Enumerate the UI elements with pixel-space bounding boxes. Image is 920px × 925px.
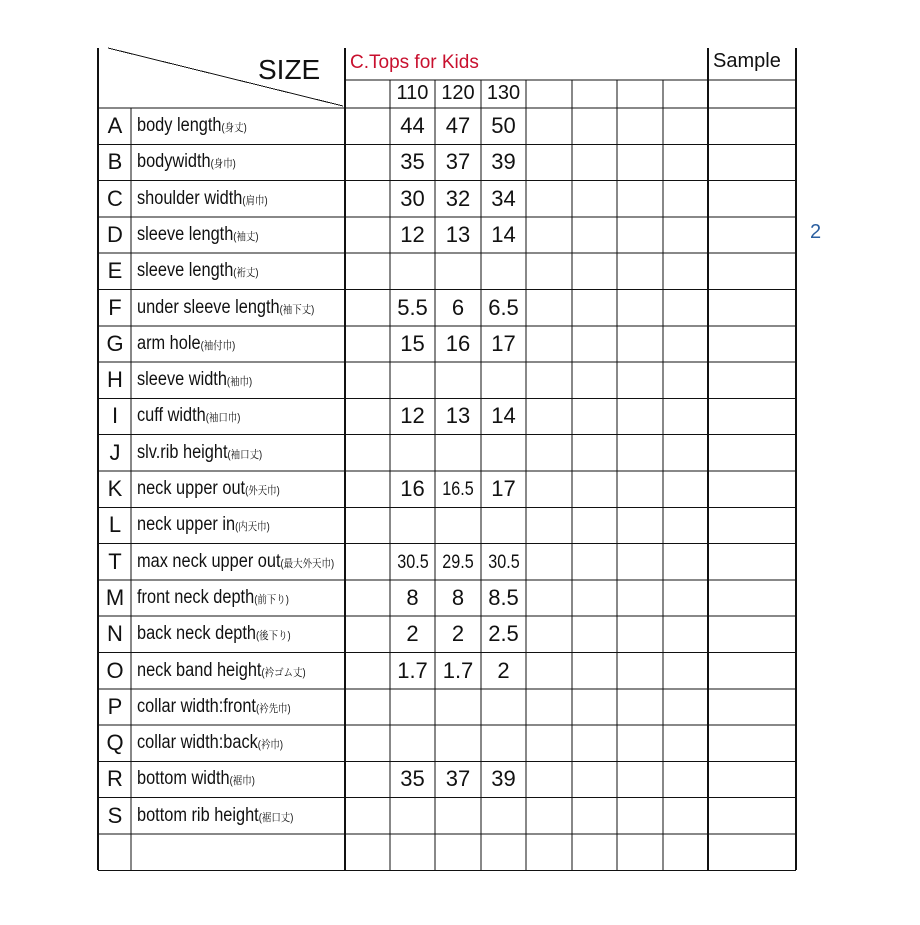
- measurement-name: back neck depth: [137, 623, 257, 645]
- measurement-name: arm hole: [137, 332, 201, 354]
- measurement-value: 8: [451, 584, 465, 610]
- measurement-jp-name: (裄丈): [233, 267, 259, 280]
- measurement-jp-name: (裾巾): [229, 775, 255, 788]
- measurement-jp-name: (最大外天巾): [280, 557, 335, 570]
- measurement-value: 47: [445, 113, 471, 138]
- row-letter: H: [107, 367, 123, 393]
- measurement-label: [137, 443, 262, 462]
- measurement-value: 50: [491, 113, 516, 138]
- measurement-value: 35: [400, 766, 425, 792]
- measurement-value: 2: [406, 621, 419, 647]
- measurement-name: collar width:front: [137, 695, 256, 717]
- measurement-name: shoulder width: [137, 187, 243, 209]
- row-letter: B: [107, 149, 123, 175]
- row-letter: P: [107, 693, 123, 719]
- measurement-name: bodywidth: [137, 151, 211, 173]
- measurement-value: 2: [451, 621, 465, 647]
- measurement-name: bottom width: [137, 768, 230, 790]
- measurement-label: [137, 624, 291, 643]
- measurement-name: bottom rib height: [137, 804, 259, 826]
- measurement-label: [137, 588, 289, 607]
- measurement-value: 8: [406, 584, 419, 610]
- measurement-jp-name: (袖付巾): [200, 339, 236, 352]
- measurement-label: [137, 261, 259, 280]
- size-column-header: 120: [441, 82, 475, 104]
- measurement-jp-name: (袖口巾): [205, 412, 241, 425]
- measurement-label: [137, 769, 255, 788]
- measurement-jp-name: (内天巾): [235, 521, 270, 534]
- measurement-jp-name: (袖口丈): [227, 448, 263, 461]
- measurement-value: 6.5: [488, 294, 519, 320]
- measurement-name: collar width:back: [137, 732, 258, 754]
- measurement-value: 34: [491, 185, 516, 211]
- measurement-jp-name: (身巾): [210, 158, 236, 171]
- size-column-header: 110: [396, 82, 429, 104]
- row-letter: M: [105, 584, 125, 610]
- measurement-value: 13: [445, 403, 471, 429]
- measurement-label: [137, 116, 247, 135]
- measurement-value: 16.5: [442, 479, 474, 500]
- measurement-label: [137, 370, 252, 389]
- measurement-value: 12: [400, 403, 425, 429]
- measurement-value: 5.5: [397, 294, 428, 320]
- measurement-jp-name: (後下り): [256, 630, 291, 643]
- measurement-name: cuff width: [137, 405, 206, 427]
- row-letter: I: [111, 403, 119, 429]
- measurement-label: [137, 479, 280, 498]
- row-letter: K: [107, 476, 123, 501]
- measurement-value: 14: [491, 221, 516, 247]
- size-header: SIZE: [258, 54, 321, 85]
- measurement-name: body length: [137, 115, 222, 136]
- measurement-value: 35: [400, 149, 425, 175]
- measurement-jp-name: (裾口丈): [258, 811, 294, 824]
- measurement-value: 6: [451, 294, 465, 320]
- measurement-value: 30: [400, 185, 425, 211]
- measurement-jp-name: (外天巾): [245, 485, 280, 497]
- measurement-label: [137, 334, 235, 353]
- page-number: 2: [810, 221, 822, 243]
- measurement-label: [137, 225, 259, 244]
- measurement-value: 2: [497, 657, 510, 683]
- row-letter: J: [109, 439, 121, 465]
- measurement-name: neck upper in: [137, 514, 236, 536]
- measurement-label: [137, 661, 306, 680]
- measurement-jp-name: (身丈): [221, 122, 247, 134]
- measurement-value: 16: [400, 476, 425, 501]
- measurement-value: 37: [445, 149, 471, 175]
- measurement-value: 29.5: [442, 551, 474, 573]
- measurement-value: 30.5: [487, 551, 520, 573]
- measurement-name: under sleeve length: [137, 296, 280, 318]
- row-letter: R: [107, 766, 123, 792]
- measurement-value: 2.5: [488, 621, 519, 647]
- measurement-value: 13: [445, 221, 471, 247]
- measurement-label: [137, 733, 283, 752]
- measurement-value: 44: [400, 113, 425, 138]
- measurement-value: 17: [491, 330, 516, 356]
- measurement-jp-name: (衿巾): [257, 739, 284, 752]
- measurement-value: 8.5: [488, 584, 519, 610]
- sheet-title: C.Tops for Kids: [350, 52, 479, 73]
- measurement-label: [137, 406, 240, 425]
- measurement-jp-name: (袖丈): [233, 230, 259, 243]
- measurement-label: [137, 552, 334, 571]
- measurement-value: 15: [400, 330, 425, 356]
- measurement-value: 16: [445, 330, 471, 356]
- measurement-name: sleeve width: [137, 369, 227, 391]
- measurement-value: 1.7: [442, 657, 474, 683]
- row-letter: E: [107, 258, 123, 284]
- row-letter: G: [106, 330, 124, 356]
- row-letter: N: [107, 621, 123, 647]
- row-letter: A: [107, 113, 123, 138]
- measurement-name: neck band height: [137, 659, 262, 681]
- measurement-value: 37: [445, 766, 471, 792]
- measurement-name: sleeve length: [137, 260, 234, 282]
- row-letter: C: [107, 185, 123, 211]
- measurement-value: 14: [491, 403, 516, 429]
- row-letter: T: [108, 548, 122, 574]
- measurement-value: 12: [400, 221, 425, 247]
- measurement-value: 1.7: [397, 657, 428, 683]
- measurement-label: [137, 189, 268, 208]
- measurement-name: sleeve length: [137, 223, 234, 245]
- row-letter: L: [108, 512, 122, 538]
- measurement-value: 17: [491, 476, 516, 501]
- row-letter: Q: [106, 730, 124, 756]
- measurement-jp-name: (衿ゴム丈): [261, 666, 306, 679]
- measurement-name: front neck depth: [137, 586, 255, 608]
- measurement-name: slv.rib height: [137, 441, 228, 463]
- measurement-label: [137, 298, 314, 317]
- size-column-header: 130: [486, 82, 521, 104]
- measurement-jp-name: (衿先巾): [255, 702, 291, 715]
- row-letter: O: [106, 657, 124, 683]
- measurement-jp-name: (袖下丈): [279, 303, 315, 316]
- measurement-jp-name: (肩巾): [242, 194, 268, 207]
- measurement-label: [137, 515, 270, 534]
- measurement-label: [137, 697, 291, 716]
- measurement-value: 30.5: [396, 551, 429, 573]
- measurement-value: 32: [445, 185, 471, 211]
- sample-header: Sample: [713, 50, 781, 72]
- measurement-name: max neck upper out: [137, 550, 281, 572]
- measurement-jp-name: (前下り): [254, 593, 289, 606]
- measurement-label: [137, 806, 293, 825]
- measurement-name: neck upper out: [137, 478, 246, 499]
- measurement-value: 39: [491, 149, 516, 175]
- row-letter: S: [107, 802, 123, 828]
- measurement-label: [137, 152, 236, 171]
- measurement-value: 39: [491, 766, 516, 792]
- row-letter: F: [108, 294, 122, 320]
- row-letter: D: [107, 221, 123, 247]
- measurement-jp-name: (袖巾): [226, 376, 253, 389]
